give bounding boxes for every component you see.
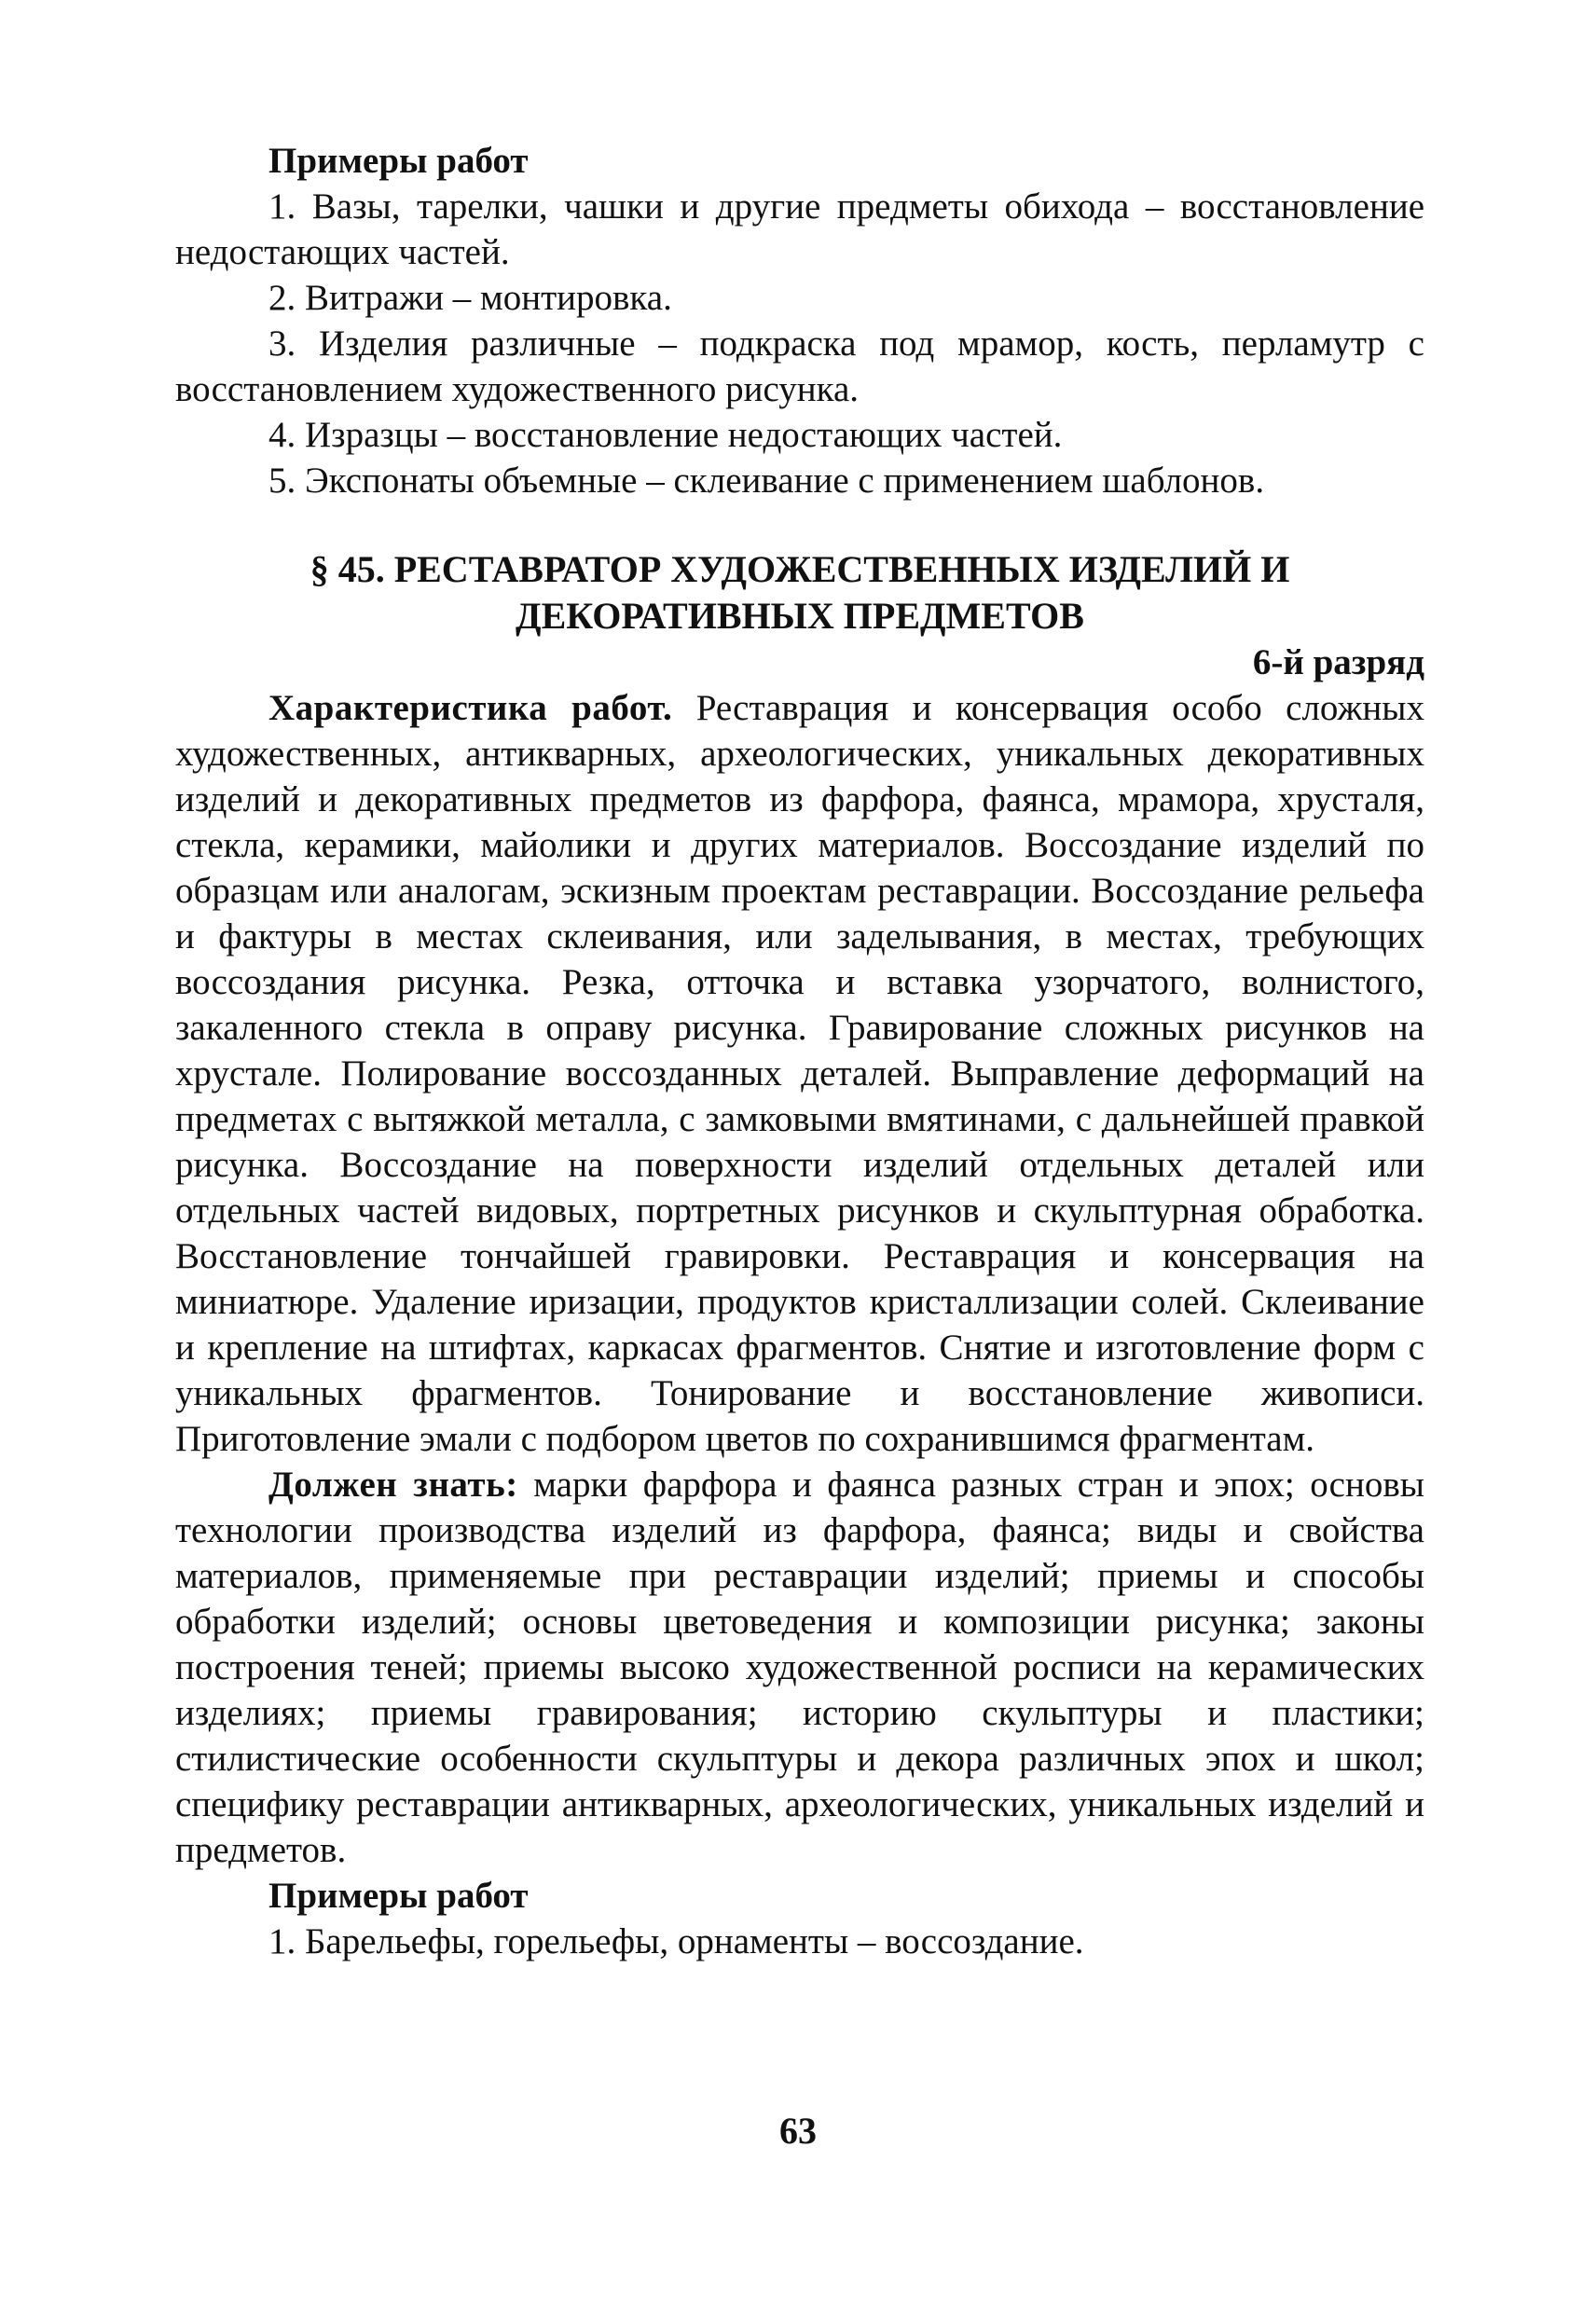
knowledge-paragraph: [175, 1462, 1424, 1873]
example-item-6: 1. Барельефы, горельефы, орнаменты – воссоздание.: [268, 1921, 1084, 1961]
knowledge-text: марки фарфора и фаянса разных стран и эпох; основы технологии производства изделий из фарфора, фаянса; виды и свойства материалов, применяемые при реставрации изделий; приемы и способы обработки изделий; основы цветоведения и композиции рисунка; законы построения теней; приемы высоко художественной росписи на керамических изделиях; приемы гравирования; историю скульптуры и пластики; стилистические особенности скульптуры и декора различных эпох и школ; специфику реставрации антикварных, археологических, уникальных изделий и предметов.: [175, 1465, 1424, 1870]
characteristic-lead: Характеристика работ.: [268, 688, 673, 728]
example-item-1: 1. Вазы, тарелки, чашки и другие предметы обихода – восстановление недостающих частей.: [175, 186, 1424, 272]
characteristic-paragraph: [175, 685, 1424, 1462]
characteristic-text: Реставрация и консервация особо сложных художественных, антикварных, археологических, уникальных декоративных изделий и декоративных предметов из фарфора, фаянса, мрамора, хрусталя, стекла, керамики, майолики и других материалов. Воссоздание изделий по образцам или аналогам, эскизным проектам реставрации. Воссоздание рельефа и фактуры в местах склеивания, или заделывания, в местах, требующих воссоздания рисунка. Резка, отточка и вставка узорчатого, волнистого, закаленного стекла в оправу рисунка. Гравирование сложных рисунков на хрустале. Полирование воссозданных деталей. Выправление деформаций на предметах с вытяжкой металла, с замковыми вмятинами, с дальнейшей правкой рисунка. Воссоздание на поверхности изделий отдельных деталей или отдельных частей видовых, портретных рисунков и скульптурная обработка. Восстановление тончайшей гравировки. Реставрация и консервация на миниатюре. Удаление иризации, продуктов кристаллизации солей. Склеивание и крепление на штифтах, каркасах фрагментов. Снятие и изготовление форм с уникальных фрагментов. Тонирование и восстановление живописи. Приготовление эмали с подбором цветов по сохранившимся фрагментам.: [175, 688, 1424, 1459]
example-item-2: 2. Витражи – монтировка.: [268, 278, 672, 318]
examples-heading-1: Примеры работ: [268, 141, 529, 181]
example-item-4: 4. Изразцы – восстановление недостающих частей.: [268, 415, 1063, 455]
examples-heading-2: Примеры работ: [268, 1876, 529, 1916]
page-body: [175, 138, 1424, 1964]
page-number: 63: [779, 2110, 817, 2152]
example-item-5: 5. Экспонаты объемные – склеивание с применением шаблонов.: [268, 461, 1265, 501]
section-title-line-2: ДЕКОРАТИВНЫХ ПРЕДМЕТОВ: [516, 595, 1084, 637]
grade-label: 6-й разряд: [1252, 642, 1424, 682]
section-title: [175, 546, 1424, 640]
example-item-3: 3. Изделия различные – подкраска под мрамор, кость, перламутр с восстановлением художественного рисунка.: [175, 323, 1424, 409]
knowledge-lead: Должен знать:: [268, 1465, 518, 1505]
section-title-line-1: § 45. РЕСТАВРАТОР ХУДОЖЕСТВЕННЫХ ИЗДЕЛИЙ И: [310, 548, 1290, 590]
